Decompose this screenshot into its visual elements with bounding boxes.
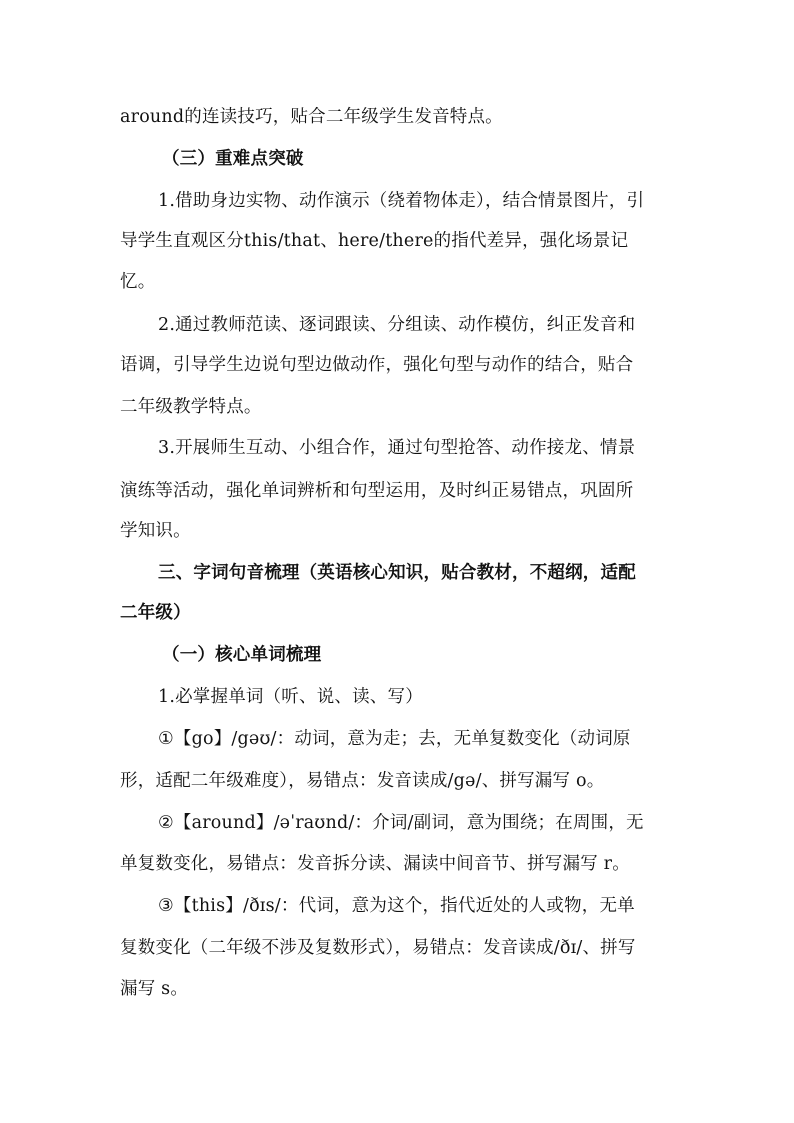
vocab-item-this-continued: 复数变化（二年级不涉及复数形式），易错点：发音读成/ðɪ/、拼写 xyxy=(120,938,636,958)
vocab-item-go: ①【go】/gəʊ/：动词，意为走；去，无单复数变化（动词原 xyxy=(158,729,631,749)
paragraph-line: 语调，引导学生边说句型边做动作，强化句型与动作的结合，贴合 xyxy=(120,355,634,375)
vocab-item-this-continued: 漏写 s。 xyxy=(120,979,189,999)
vocab-item-around: ②【around】/əˈraʊnd/：介词/副词，意为围绕；在周围，无 xyxy=(158,813,644,833)
text-line: around的连读技巧，贴合二年级学生发音特点。 xyxy=(120,107,503,127)
paragraph-line: 2.通过教师范读、逐词跟读、分组读、动作模仿，纠正发音和 xyxy=(158,315,636,335)
paragraph-line: 导学生直观区分this/that、here/there的指代差异，强化场景记 xyxy=(120,231,629,251)
vocab-item-this: ③【this】/ðɪs/：代词，意为这个，指代近处的人或物，无单 xyxy=(158,896,635,916)
section-heading: （三）重难点突破 xyxy=(162,149,304,169)
paragraph-line: 演练等活动，强化单词辨析和句型运用，及时纠正易错点，巩固所 xyxy=(120,481,634,501)
major-heading-continued: 二年级） xyxy=(120,603,191,623)
major-heading: 三、字词句音梳理（英语核心知识，贴合教材，不超纲，适配 xyxy=(158,563,636,583)
paragraph-line: 二年级教学特点。 xyxy=(120,397,262,417)
list-heading: 1.必掌握单词（听、说、读、写） xyxy=(158,687,423,707)
paragraph-line: 忆。 xyxy=(120,272,156,292)
paragraph-line: 3.开展师生互动、小组合作，通过句型抢答、动作接龙、情景 xyxy=(158,438,636,458)
paragraph-line: 学知识。 xyxy=(120,521,191,541)
vocab-item-around-continued: 单复数变化，易错点：发音拆分读、漏读中间音节、拼写漏写 r。 xyxy=(120,854,630,874)
paragraph-line: 1.借助身边实物、动作演示（绕着物体走），结合情景图片，引 xyxy=(158,191,645,211)
subsection-heading: （一）核心单词梳理 xyxy=(162,645,322,665)
vocab-item-go-continued: 形，适配二年级难度），易错点：发音读成/gə/、拼写漏写 o。 xyxy=(120,771,605,791)
